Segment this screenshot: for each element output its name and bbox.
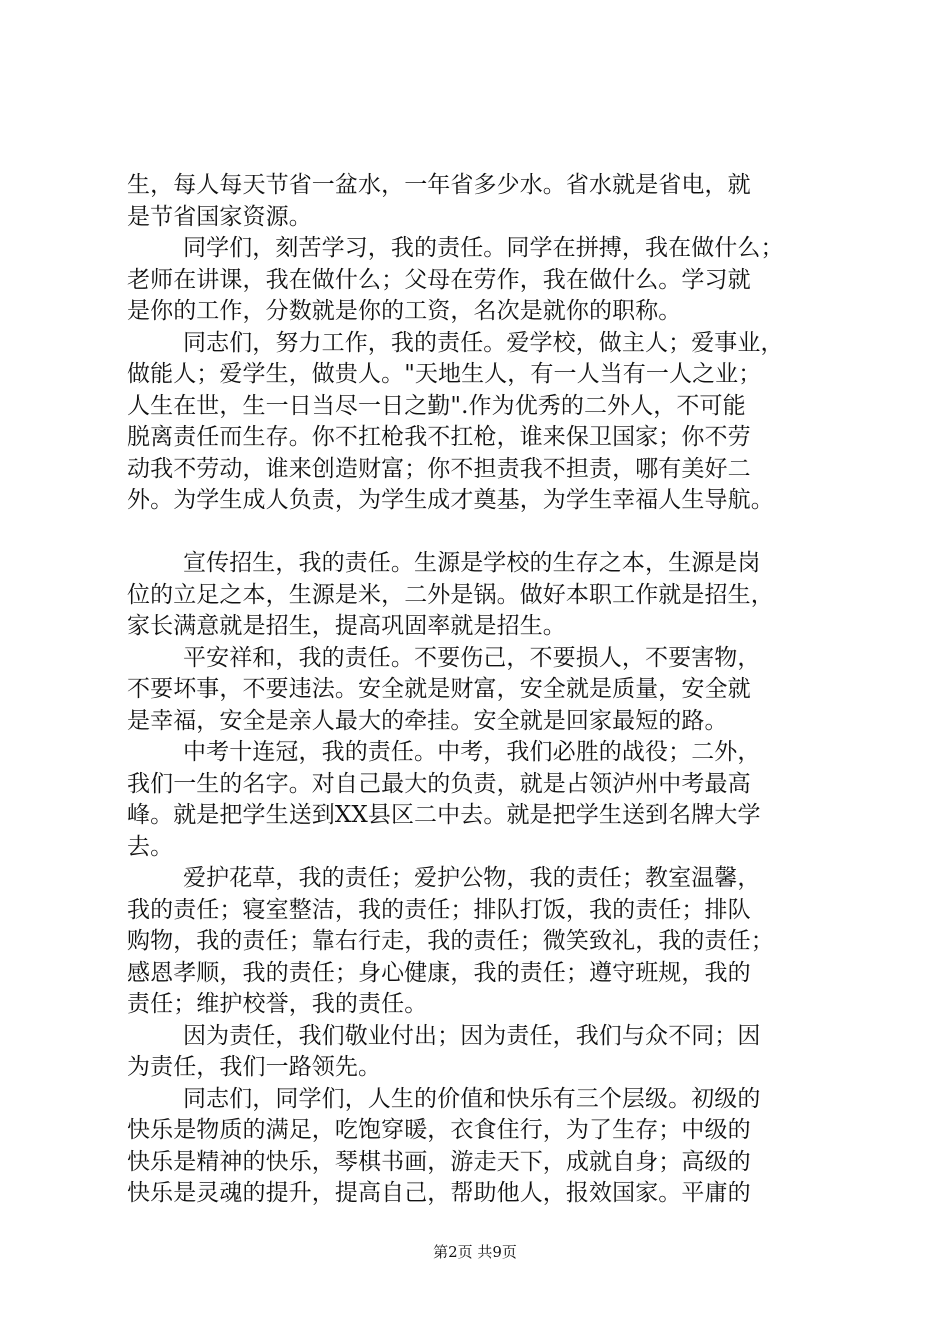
paragraph-gap (127, 517, 837, 549)
text-line: 中考十连冠，我的责任。中考，我们必胜的战役；二外， (183, 739, 761, 765)
text-line: 老师在讲课，我在做什么；父母在劳作，我在做什么。学习就 (127, 266, 751, 293)
text-line: 平安祥和，我的责任。不要伤己，不要损人，不要害物， (183, 644, 761, 671)
text-line: 宣传招生，我的责任。生源是学校的生存之本，生源是岗 (183, 550, 761, 576)
paragraph (127, 548, 837, 643)
text-line: 生，每人每天节省一盆水，一年省多少水。省水就是省电，就 (127, 172, 751, 198)
text-line: 快乐是灵魂的提升，提高自己，帮助他人，报效国家。平庸的 (127, 1180, 751, 1206)
text-line: 因为责任，我们敬业付出；因为责任，我们与众不同；因 (183, 1022, 761, 1049)
text-line: 同志们，同学们，人生的价值和快乐有三个层级。初级的 (183, 1085, 761, 1112)
text-line: 是你的工作，分数就是你的工资，名次是就你的职称。 (127, 298, 682, 324)
paragraph (127, 1021, 837, 1084)
text-line: 爱护花草，我的责任；爱护公物，我的责任；教室温馨， (183, 865, 761, 891)
paragraph (127, 863, 837, 1021)
text-line: 同学们，刻苦学习，我的责任。同学在拼搏，我在做什么； (183, 235, 784, 261)
text-line: 是幸福，安全是亲人最大的牵挂。安全就是回家最短的路。 (127, 707, 728, 734)
text-line: 购物，我的责任；靠右行走，我的责任；微笑致礼，我的责任； (127, 928, 774, 954)
text-line: 家长满意就是招生，提高巩固率就是招生。 (127, 613, 566, 639)
text-line: 脱离责任而生存。你不扛枪我不扛枪，谁来保卫国家；你不劳 (127, 424, 751, 450)
text-line: 人生在世，生一日当尽一日之勤".作为优秀的二外人，不可能 (127, 392, 746, 419)
text-line: 我的责任；寝室整洁，我的责任；排队打饭，我的责任；排队 (127, 896, 751, 923)
page-footer (0, 1242, 950, 1262)
paragraph (127, 643, 837, 738)
text-line: 为责任，我们一路领先。 (127, 1054, 382, 1080)
text-line: 同志们，努力工作，我的责任。爱学校，做主人；爱事业， (183, 329, 784, 356)
paragraph (127, 1084, 837, 1210)
text-line: 我们一生的名字。对自己最大的负责，就是占领泸州中考最高 (127, 770, 751, 797)
text-line: 做能人；爱学生，做贵人。"天地生人，有一人当有一人之业； (127, 361, 762, 387)
paragraph (127, 170, 837, 233)
text-line: 责任；维护校誉，我的责任。 (127, 991, 428, 1017)
page-number-label: 第2页 共9页 (433, 1243, 517, 1261)
text-line: 快乐是物质的满足，吃饱穿暖，衣食住行，为了生存；中级的 (127, 1117, 751, 1143)
text-line: 感恩孝顺，我的责任；身心健康，我的责任；遵守班规，我的 (127, 959, 751, 986)
paragraph (127, 737, 837, 863)
document-body (127, 170, 837, 1210)
paragraph (127, 328, 837, 517)
text-line: 动我不劳动，谁来创造财富；你不担责我不担责，哪有美好二 (127, 455, 751, 482)
text-line: 快乐是精神的快乐，琴棋书画，游走天下，成就自身；高级的 (127, 1148, 751, 1175)
text-line: 外。为学生成人负责，为学生成才奠基，为学生幸福人生导航。 (127, 487, 774, 513)
text-line: 是节省国家资源。 (127, 203, 312, 230)
text-line: 不要坏事，不要违法。安全就是财富，安全就是质量，安全就 (127, 676, 751, 702)
text-line: 去。 (127, 833, 174, 860)
text-line: 位的立足之本，生源是米，二外是锅。做好本职工作就是招生， (127, 581, 774, 608)
paragraph (127, 233, 837, 328)
text-line: 峰。就是把学生送到XX县区二中去。就是把学生送到名牌大学 (127, 802, 761, 828)
